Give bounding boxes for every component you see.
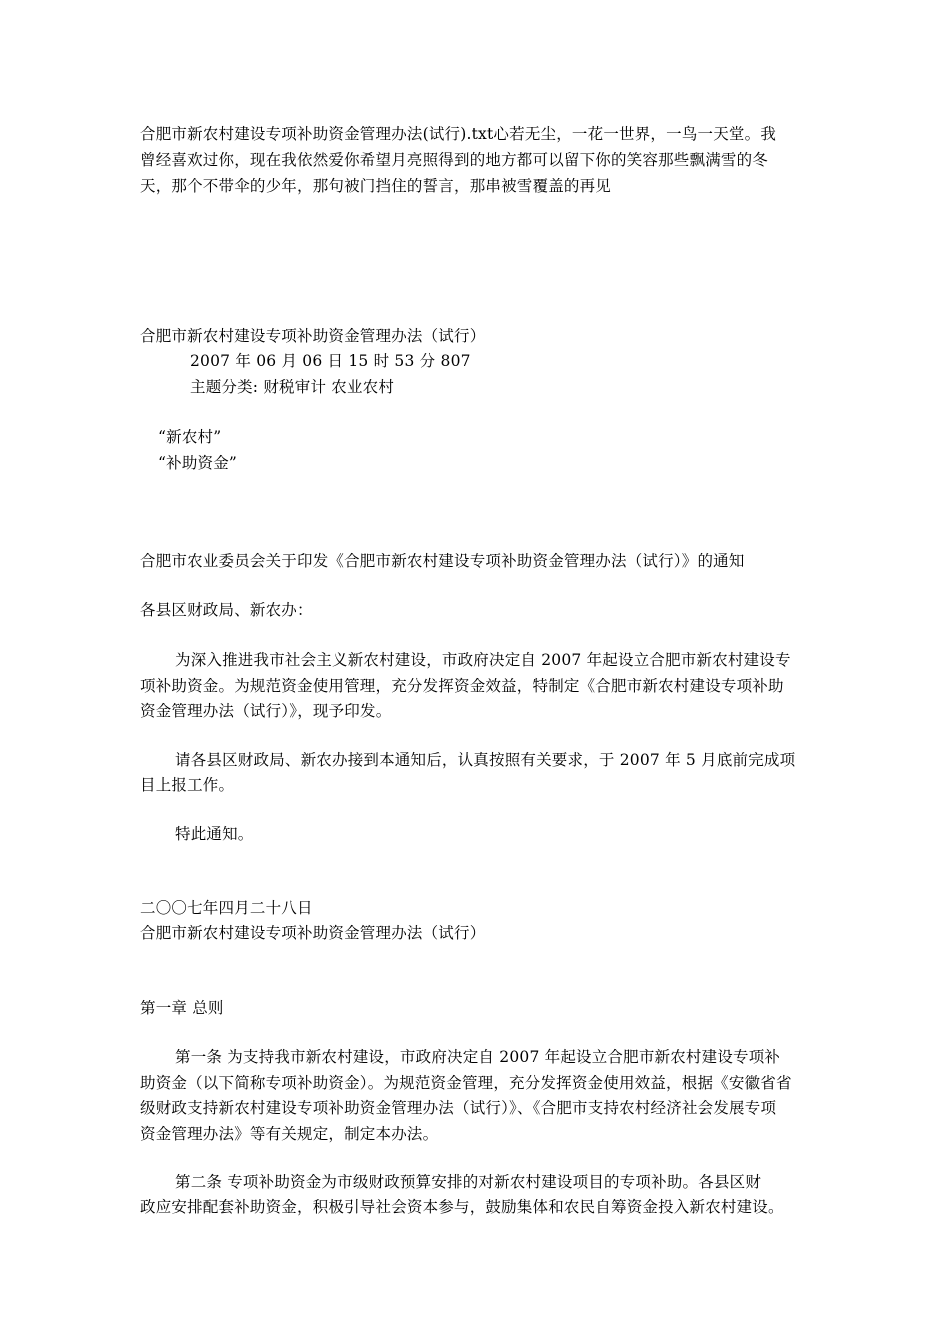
notice-para1-line3: 资金管理办法（试行）》，现予印发。: [140, 702, 392, 720]
article1-line2: 助资金（以下简称专项补助资金）。为规范资金管理，充分发挥资金使用效益，根据《安徽省省: [140, 1074, 792, 1092]
notice-closing: 特此通知。: [175, 825, 254, 843]
article-meta: 2007 年 06 月 06 日 15 时 53 分 807: [190, 352, 471, 370]
notice-para2-line2: 目上报工作。: [140, 776, 235, 794]
article-category: 主题分类: 财税审计 农业农村: [190, 378, 395, 396]
article-title: 合肥市新农村建设专项补助资金管理办法（试行）: [140, 327, 486, 345]
chapter-heading: 第一章 总则: [140, 999, 224, 1017]
notice-title: 合肥市农业委员会关于印发《合肥市新农村建设专项补助资金管理办法（试行）》的通知: [140, 552, 745, 570]
intro-line-2: 曾经喜欢过你，现在我依然爱你希望月亮照得到的地方都可以留下你的笑容那些飘满雪的冬: [140, 151, 769, 169]
tag-new-village: “新农村”: [158, 428, 222, 446]
notice-para2-line1: 请各县区财政局、新农办接到本通知后，认真按照有关要求，于 2007 年 5 月底前完成项: [175, 751, 796, 769]
article1-line4: 资金管理办法》等有关规定，制定本办法。: [140, 1125, 439, 1143]
notice-date: 二〇〇七年四月二十八日: [140, 899, 313, 917]
notice-para1-line2: 项补助资金。为规范资金使用管理，充分发挥资金效益，特制定《合肥市新农村建设专项补助: [140, 677, 784, 695]
intro-line-3: 天，那个不带伞的少年，那句被门挡住的誓言，那串被雪覆盖的再见: [140, 177, 612, 195]
doc-title: 合肥市新农村建设专项补助资金管理办法（试行）: [140, 924, 486, 942]
notice-para1-line1: 为深入推进我市社会主义新农村建设，市政府决定自 2007 年起设立合肥市新农村建设专: [175, 651, 791, 669]
article1-line3: 级财政支持新农村建设专项补助资金管理办法（试行）》、《合肥市支持农村经济社会发展专项: [140, 1099, 777, 1117]
article1-line1: 第一条 为支持我市新农村建设，市政府决定自 2007 年起设立合肥市新农村建设专项补: [175, 1048, 781, 1066]
article2-line1: 第二条 专项补助资金为市级财政预算安排的对新农村建设项目的专项补助。各县区财: [175, 1173, 762, 1191]
intro-line-1: 合肥市新农村建设专项补助资金管理办法(试行).txt心若无尘，一花一世界，一鸟一天堂。我: [140, 125, 777, 143]
notice-addressee: 各县区财政局、新农办：: [140, 601, 313, 619]
tag-subsidy-fund: “补助资金”: [158, 454, 238, 472]
article2-line2: 政应安排配套补助资金，积极引导社会资本参与，鼓励集体和农民自筹资金投入新农村建设。: [140, 1198, 784, 1216]
